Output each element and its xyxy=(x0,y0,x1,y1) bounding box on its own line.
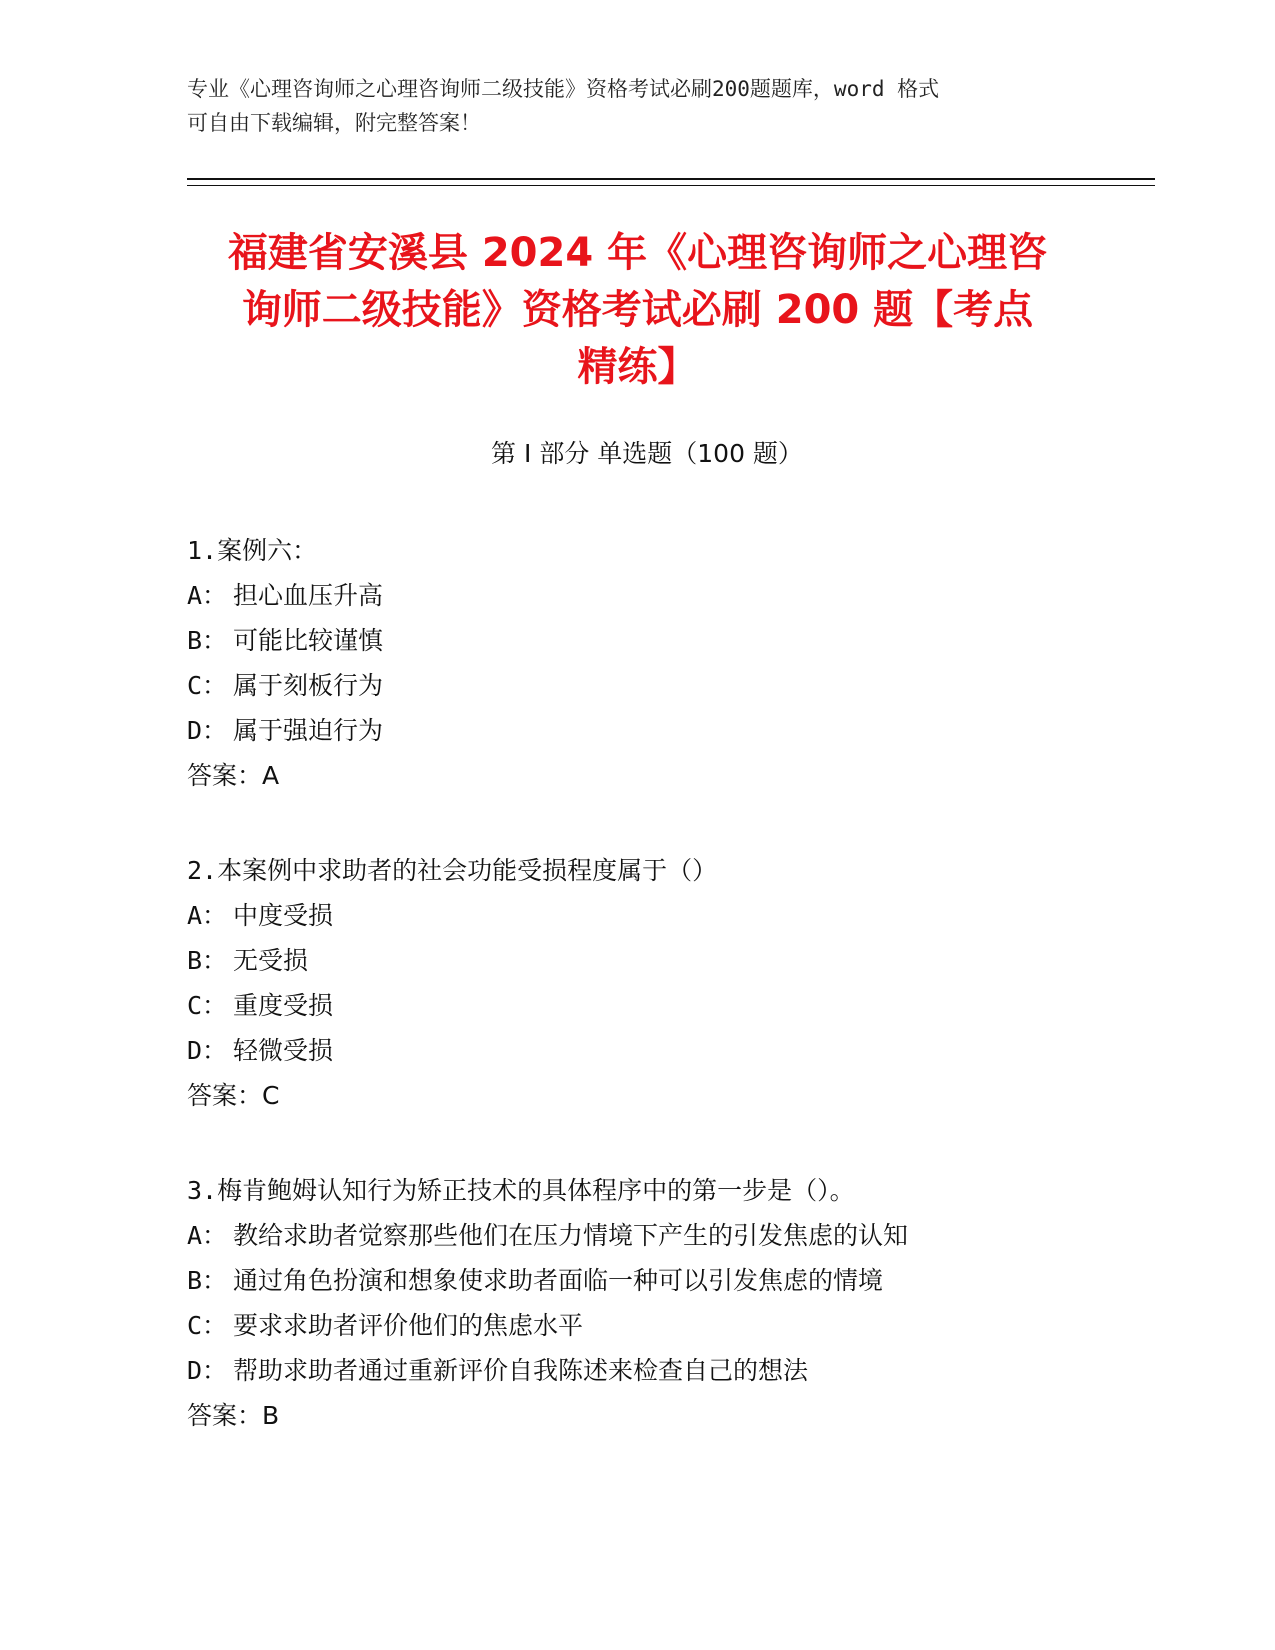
option-key: C： xyxy=(187,1311,228,1340)
header-divider-thick xyxy=(187,178,1155,180)
option-a xyxy=(187,893,1137,938)
answer: 答案：B xyxy=(187,1401,280,1430)
answer: 答案：C xyxy=(187,1081,280,1110)
option-text: 无受损 xyxy=(233,946,309,975)
header-note-line-1: 专业《心理咨询师之心理咨询师二级技能》资格考试必刷200题题库，word 格式 xyxy=(187,77,940,101)
section-title: 第 I 部分 单选题（100 题） xyxy=(491,439,803,468)
option-text: 属于强迫行为 xyxy=(233,716,384,745)
question-stem: 2.本案例中求助者的社会功能受损程度属于（） xyxy=(187,856,718,885)
header-note-line-2: 可自由下载编辑，附完整答案！ xyxy=(187,111,481,135)
question-stem: 3.梅肯鲍姆认知行为矫正技术的具体程序中的第一步是（）。 xyxy=(187,1176,855,1205)
document-title-line-1: 福建省安溪县 2024 年《心理咨询师之心理咨 xyxy=(227,230,1048,276)
question-1 xyxy=(187,528,1137,798)
option-text: 通过角色扮演和想象使求助者面临一种可以引发焦虑的情境 xyxy=(233,1266,884,1295)
option-text: 属于刻板行为 xyxy=(233,671,384,700)
option-text: 可能比较谨慎 xyxy=(233,626,384,655)
document-title xyxy=(170,225,1105,396)
option-c xyxy=(187,983,1137,1028)
question-stem: 1.案例六： xyxy=(187,536,318,565)
option-text: 中度受损 xyxy=(233,901,334,930)
option-key: A： xyxy=(187,1221,228,1250)
option-key: B： xyxy=(187,626,228,655)
option-text: 轻微受损 xyxy=(233,1036,334,1065)
option-key: B： xyxy=(187,1266,228,1295)
question-2 xyxy=(187,848,1137,1118)
option-a xyxy=(187,573,1137,618)
header-divider-thin xyxy=(187,185,1155,186)
option-key: D： xyxy=(187,716,228,745)
option-d xyxy=(187,708,1137,753)
question-3 xyxy=(187,1168,1137,1438)
option-c xyxy=(187,1303,1137,1348)
option-text: 教给求助者觉察那些他们在压力情境下产生的引发焦虑的认知 xyxy=(233,1221,909,1250)
option-text: 重度受损 xyxy=(233,991,334,1020)
option-text: 帮助求助者通过重新评价自我陈述来检查自己的想法 xyxy=(233,1356,809,1385)
document-title-line-2: 询师二级技能》资格考试必刷 200 题【考点 xyxy=(241,287,1034,333)
option-a xyxy=(187,1213,1137,1258)
option-d xyxy=(187,1348,1137,1393)
option-key: C： xyxy=(187,991,228,1020)
option-b xyxy=(187,938,1137,983)
option-d xyxy=(187,1028,1137,1073)
document-title-line-3: 精练】 xyxy=(577,344,698,390)
option-key: D： xyxy=(187,1356,228,1385)
option-c xyxy=(187,663,1137,708)
option-key: A： xyxy=(187,901,228,930)
option-b xyxy=(187,1258,1137,1303)
answer: 答案：A xyxy=(187,761,280,790)
header-note xyxy=(187,72,1087,140)
option-key: A： xyxy=(187,581,228,610)
option-text: 担心血压升高 xyxy=(233,581,384,610)
option-key: C： xyxy=(187,671,228,700)
option-key: B： xyxy=(187,946,228,975)
option-key: D： xyxy=(187,1036,228,1065)
option-b xyxy=(187,618,1137,663)
option-text: 要求求助者评价他们的焦虑水平 xyxy=(233,1311,584,1340)
